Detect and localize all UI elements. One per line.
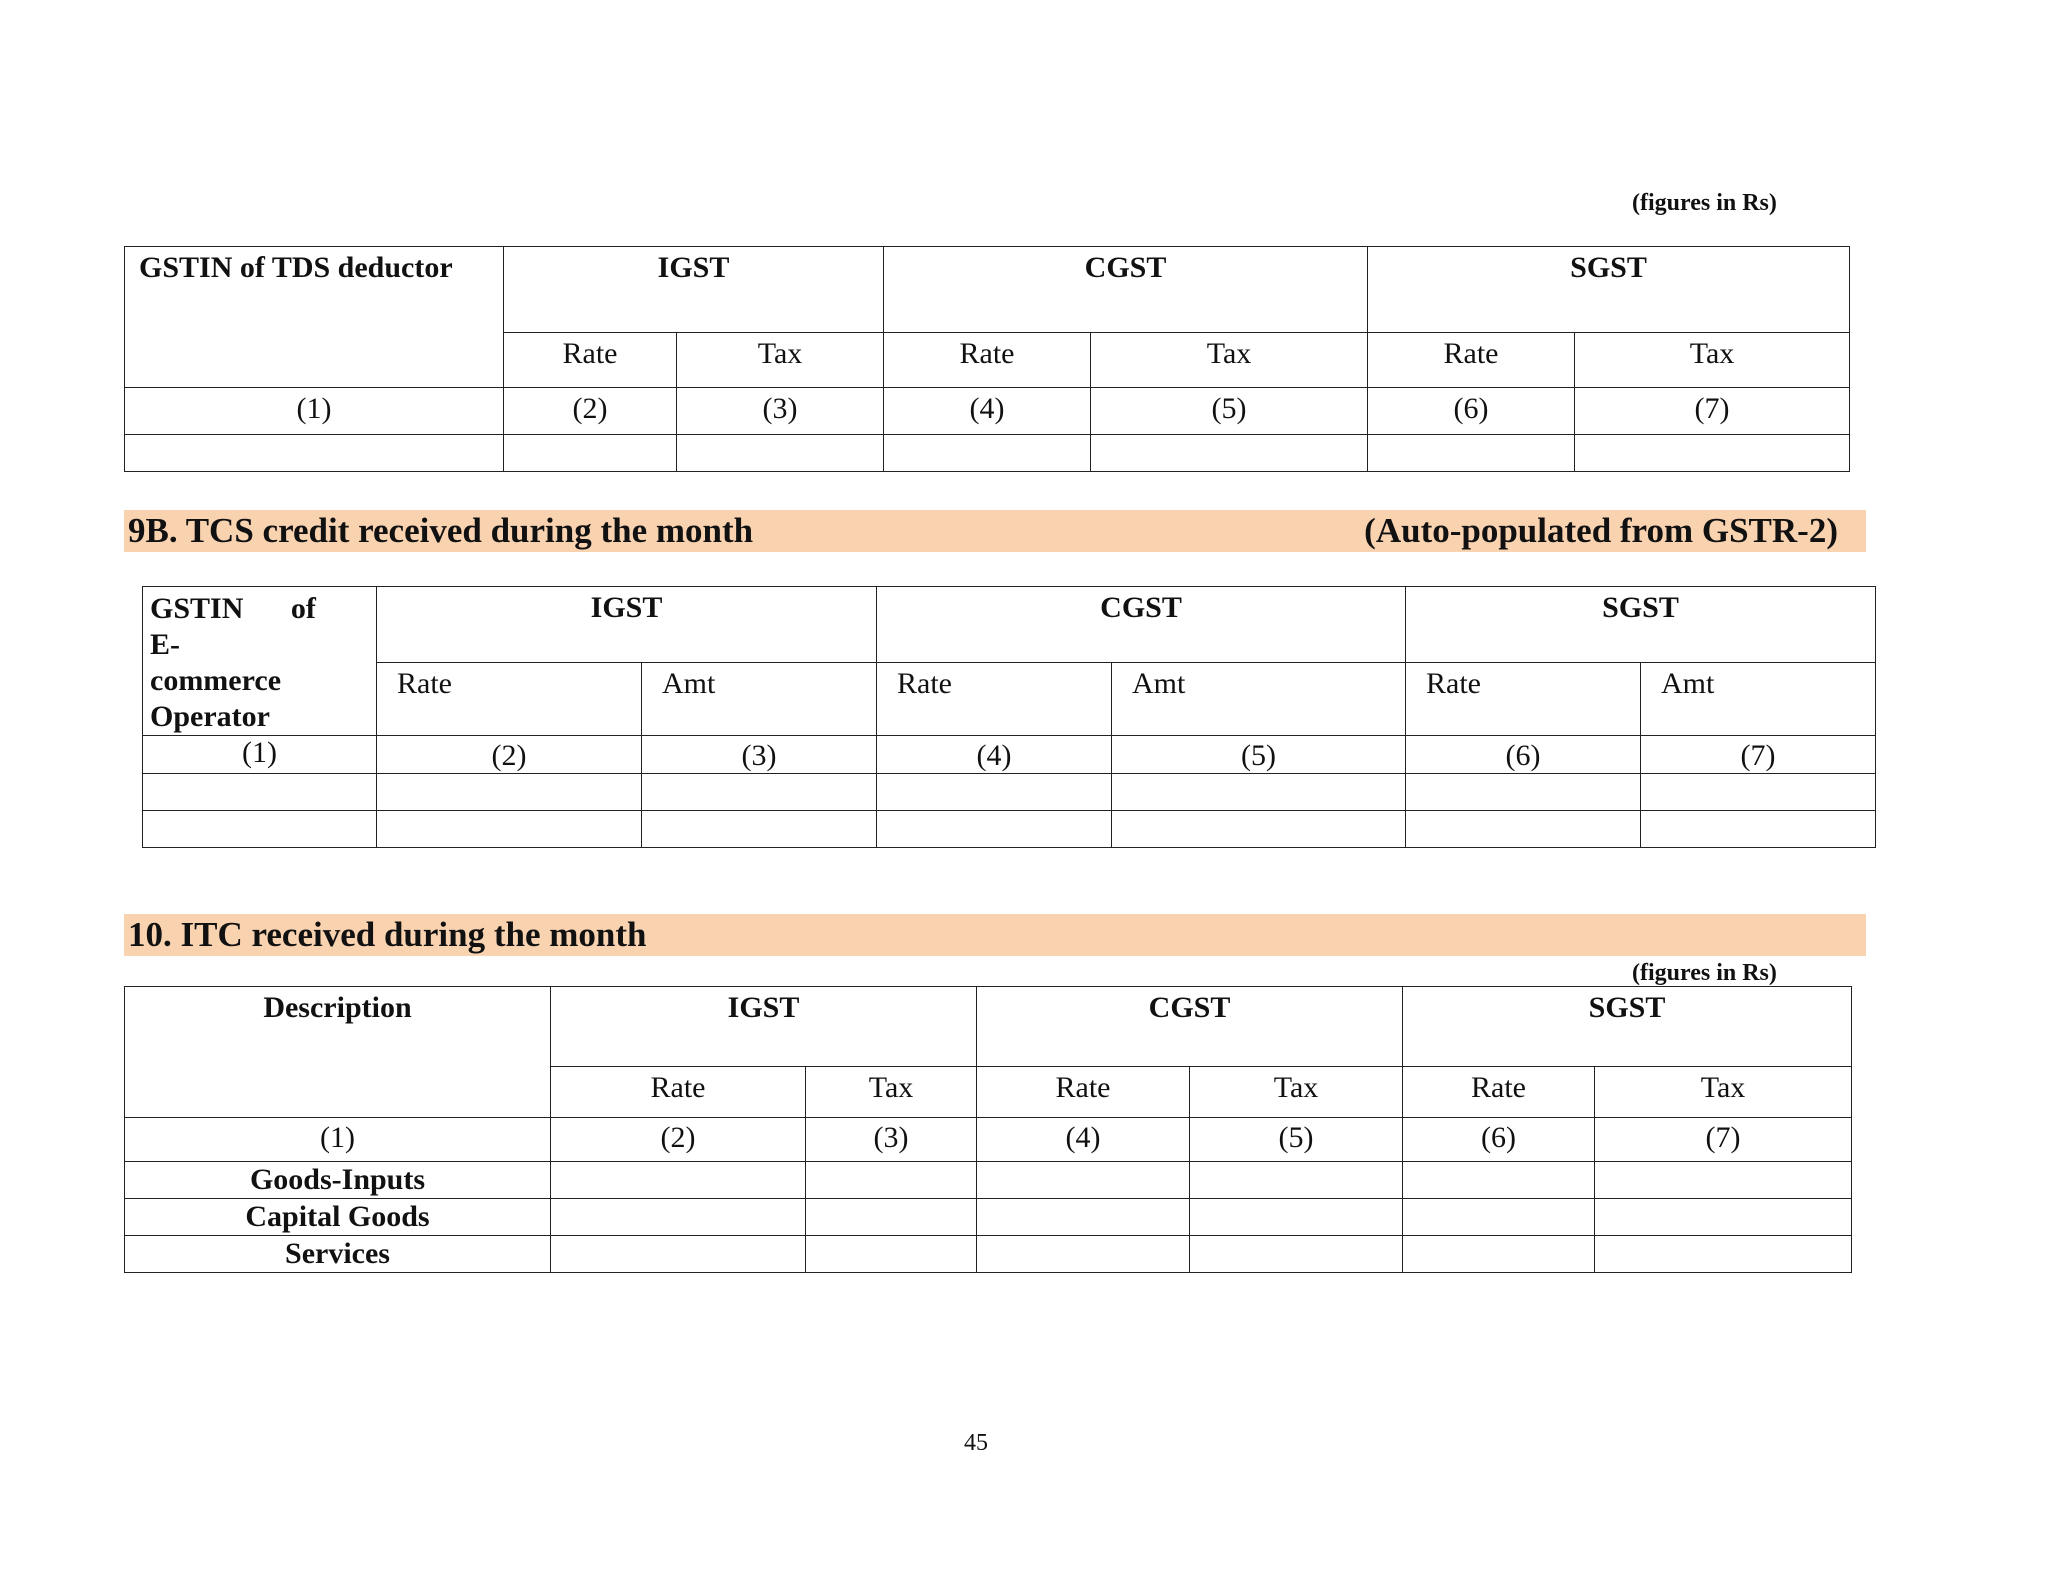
- tds-igst-header: IGST: [504, 247, 884, 333]
- itc-col-number: (6): [1403, 1118, 1595, 1162]
- table-row: [125, 1199, 1852, 1236]
- table-cell: [1190, 1236, 1403, 1273]
- section-10-title: 10. ITC received during the month: [128, 915, 647, 954]
- tds-col-number: (4): [884, 388, 1091, 435]
- table-row: [125, 435, 1850, 472]
- tds-sgst-header: SGST: [1368, 247, 1850, 333]
- table-cell: [1112, 774, 1406, 811]
- tcs-cgst-amt-header: Amt: [1112, 663, 1406, 736]
- tds-table: [124, 246, 1850, 472]
- tcs-cgst-rate-header: Rate: [877, 663, 1112, 736]
- tds-sgst-tax-header: Tax: [1575, 333, 1850, 388]
- table-cell: [377, 774, 642, 811]
- table-cell: [551, 1162, 806, 1199]
- table-cell: [125, 435, 504, 472]
- tcs-gstin-word: GSTIN of E-: [150, 592, 316, 661]
- tds-col-number: (5): [1091, 388, 1368, 435]
- itc-row-label: Services: [125, 1236, 551, 1273]
- table-cell: [877, 774, 1112, 811]
- tcs-table: [142, 586, 1876, 848]
- tcs-gstin-header: [143, 587, 377, 736]
- tds-sgst-rate-header: Rate: [1368, 333, 1575, 388]
- tds-igst-tax-header: Tax: [677, 333, 884, 388]
- tcs-cgst-header: CGST: [877, 587, 1406, 663]
- table-cell: [1641, 774, 1876, 811]
- table-row: [125, 1236, 1852, 1273]
- tds-cgst-tax-header: Tax: [1091, 333, 1368, 388]
- itc-cgst-header: CGST: [977, 987, 1403, 1067]
- itc-sgst-tax-header: Tax: [1595, 1067, 1852, 1118]
- itc-sgst-header: SGST: [1403, 987, 1852, 1067]
- tds-col-number: (3): [677, 388, 884, 435]
- table-cell: [551, 1199, 806, 1236]
- table-cell: [1595, 1236, 1852, 1273]
- itc-col-number: (7): [1595, 1118, 1852, 1162]
- tds-col-number: (7): [1575, 388, 1850, 435]
- table-cell: [806, 1162, 977, 1199]
- table-cell: [1575, 435, 1850, 472]
- tds-cgst-header: CGST: [884, 247, 1368, 333]
- itc-row-label: Goods-Inputs: [125, 1162, 551, 1199]
- table-row: [143, 811, 1876, 848]
- table-cell: [1403, 1199, 1595, 1236]
- tds-col-number: (2): [504, 388, 677, 435]
- tds-igst-rate-header: Rate: [504, 333, 677, 388]
- tcs-igst-rate-header: Rate: [377, 663, 642, 736]
- table-cell: [143, 774, 377, 811]
- figures-note-section-10: (figures in Rs): [1632, 960, 1777, 986]
- tcs-col-number: (6): [1406, 736, 1641, 774]
- table-cell: [977, 1199, 1190, 1236]
- table-cell: [642, 774, 877, 811]
- table-cell: [977, 1162, 1190, 1199]
- table-cell: [1406, 811, 1641, 848]
- tcs-gstin-header-line: commerce: [150, 664, 282, 697]
- page-number: 45: [964, 1430, 988, 1456]
- itc-cgst-tax-header: Tax: [1190, 1067, 1403, 1118]
- section-9b-banner: [124, 510, 1866, 552]
- table-cell: [377, 811, 642, 848]
- table-cell: [806, 1199, 977, 1236]
- tcs-igst-header: IGST: [377, 587, 877, 663]
- table-cell: [877, 811, 1112, 848]
- figures-note-top: (figures in Rs): [1632, 190, 1777, 216]
- tcs-col-number: (7): [1641, 736, 1876, 774]
- section-9b-title: 9B. TCS credit received during the month: [128, 511, 754, 550]
- tcs-gstin-header-line: Operator: [150, 700, 270, 733]
- itc-cgst-rate-header: Rate: [977, 1067, 1190, 1118]
- itc-col-number: (2): [551, 1118, 806, 1162]
- tds-col-number: (1): [125, 388, 504, 435]
- table-cell: [504, 435, 677, 472]
- itc-col-number: (4): [977, 1118, 1190, 1162]
- itc-igst-header: IGST: [551, 987, 977, 1067]
- tds-cgst-rate-header: Rate: [884, 333, 1091, 388]
- table-row: [143, 774, 1876, 811]
- tcs-col-number: (3): [642, 736, 877, 774]
- itc-col-number: (5): [1190, 1118, 1403, 1162]
- table-cell: [1403, 1162, 1595, 1199]
- table-cell: [143, 811, 377, 848]
- tcs-col-number: (4): [877, 736, 1112, 774]
- itc-table: [124, 986, 1852, 1273]
- tcs-col-number: (2): [377, 736, 642, 774]
- section-9b-auto-note: (Auto-populated from GSTR-2): [1364, 511, 1838, 550]
- table-cell: [642, 811, 877, 848]
- table-cell: [977, 1236, 1190, 1273]
- table-cell: [1112, 811, 1406, 848]
- tcs-igst-amt-header: Amt: [642, 663, 877, 736]
- section-10-banner: [124, 914, 1866, 956]
- table-cell: [806, 1236, 977, 1273]
- table-cell: [884, 435, 1091, 472]
- table-cell: [1403, 1236, 1595, 1273]
- itc-description-header: Description: [125, 987, 551, 1118]
- tcs-sgst-rate-header: Rate: [1406, 663, 1641, 736]
- itc-igst-rate-header: Rate: [551, 1067, 806, 1118]
- table-cell: [1190, 1162, 1403, 1199]
- table-cell: [1595, 1199, 1852, 1236]
- table-cell: [1641, 811, 1876, 848]
- itc-sgst-rate-header: Rate: [1403, 1067, 1595, 1118]
- tcs-col-number: (5): [1112, 736, 1406, 774]
- table-cell: [1406, 774, 1641, 811]
- tds-gstin-header: GSTIN of TDS deductor: [125, 247, 504, 388]
- table-cell: [1190, 1199, 1403, 1236]
- tcs-sgst-amt-header: Amt: [1641, 663, 1876, 736]
- tds-col-number: (6): [1368, 388, 1575, 435]
- itc-igst-tax-header: Tax: [806, 1067, 977, 1118]
- table-cell: [1368, 435, 1575, 472]
- itc-col-number: (3): [806, 1118, 977, 1162]
- table-cell: [1595, 1162, 1852, 1199]
- table-row: [125, 1162, 1852, 1199]
- table-cell: [677, 435, 884, 472]
- table-cell: [551, 1236, 806, 1273]
- itc-col-number: (1): [125, 1118, 551, 1162]
- tcs-gstin-header-line: [150, 591, 372, 663]
- tcs-sgst-header: SGST: [1406, 587, 1876, 663]
- itc-row-label: Capital Goods: [125, 1199, 551, 1236]
- tcs-col-number: (1): [143, 736, 377, 774]
- table-cell: [1091, 435, 1368, 472]
